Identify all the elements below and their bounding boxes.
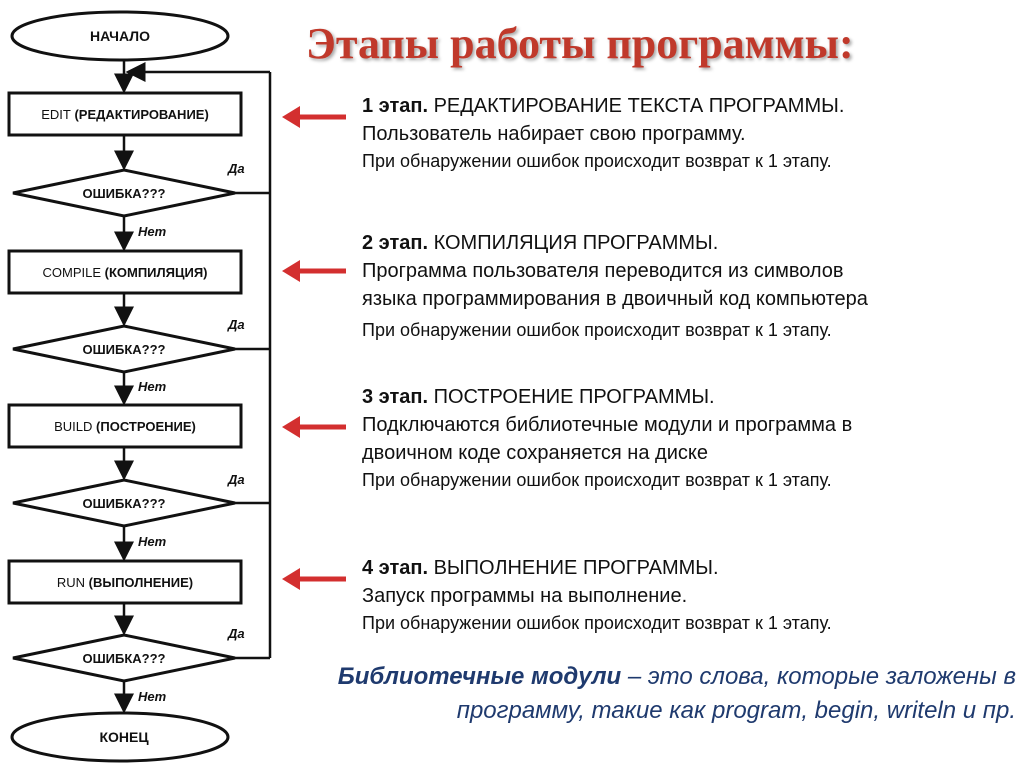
decision-label-2: ОШИБКА??? — [82, 342, 166, 357]
step-label-edit: EDIT (РЕДАКТИРОВАНИЕ) — [41, 107, 209, 122]
yes-label-2: Да — [228, 317, 245, 332]
stage-heading: 2 этап. КОМПИЛЯЦИЯ ПРОГРАММЫ. — [362, 232, 719, 254]
stage-error-note: При обнаружении ошибок происходит возврат к 1 этапу. — [362, 320, 832, 340]
step-label-compile: COMPILE (КОМПИЛЯЦИЯ) — [42, 265, 208, 280]
yes-label-3: Да — [228, 472, 245, 487]
left-arrow-icon — [280, 254, 348, 288]
yes-label-4: Да — [228, 626, 245, 641]
stage-error-note: При обнаружении ошибок происходит возврат к 1 этапу. — [362, 613, 832, 633]
end-label: КОНЕЦ — [99, 729, 149, 745]
step-label-build: BUILD (ПОСТРОЕНИЕ) — [54, 419, 196, 434]
no-label-1: Нет — [138, 224, 167, 239]
decision-label-1: ОШИБКА??? — [82, 186, 166, 201]
stage-3 — [362, 383, 1022, 493]
flowchart — [0, 0, 290, 767]
decision-label-3: ОШИБКА??? — [82, 496, 166, 511]
no-label-3: Нет — [138, 534, 167, 549]
library-modules-note: Библиотечные модули – это слова, которые заложены в программу, такие как program, begin, writeln и пр. — [337, 663, 1016, 724]
stage-description: Пользователь набирает свою программу. — [362, 123, 746, 145]
stage-description: Программа пользователя переводится из символов — [362, 260, 844, 282]
stage-heading: 3 этап. ПОСТРОЕНИЕ ПРОГРАММЫ. — [362, 386, 715, 408]
stage-heading: 4 этап. ВЫПОЛНЕНИЕ ПРОГРАММЫ. — [362, 557, 719, 579]
stage-description: двоичном коде сохраняется на диске — [362, 442, 708, 464]
page-title: Этапы работы программы: — [306, 19, 854, 68]
no-label-4: Нет — [138, 689, 167, 704]
left-arrow-icon — [280, 562, 348, 596]
left-arrow-icon — [280, 410, 348, 444]
stage-description: Подключаются библиотечные модули и программа в — [362, 414, 853, 436]
left-arrow-icon — [280, 100, 348, 134]
stage-error-note: При обнаружении ошибок происходит возврат к 1 этапу. — [362, 151, 832, 171]
yes-label-1: Да — [228, 161, 245, 176]
decision-label-4: ОШИБКА??? — [82, 651, 166, 666]
start-label: НАЧАЛО — [90, 28, 150, 44]
stage-1 — [362, 92, 1022, 174]
step-label-run: RUN (ВЫПОЛНЕНИЕ) — [56, 575, 194, 590]
stage-heading: 1 этап. РЕДАКТИРОВАНИЕ ТЕКСТА ПРОГРАММЫ. — [362, 95, 845, 117]
stage-2 — [362, 229, 1022, 343]
stage-error-note: При обнаружении ошибок происходит возврат к 1 этапу. — [362, 470, 832, 490]
stage-4 — [362, 554, 1022, 636]
no-label-2: Нет — [138, 379, 167, 394]
stage-description: языка программирования в двоичный код компьютера — [362, 288, 868, 310]
stage-description: Запуск программы на выполнение. — [362, 585, 688, 607]
